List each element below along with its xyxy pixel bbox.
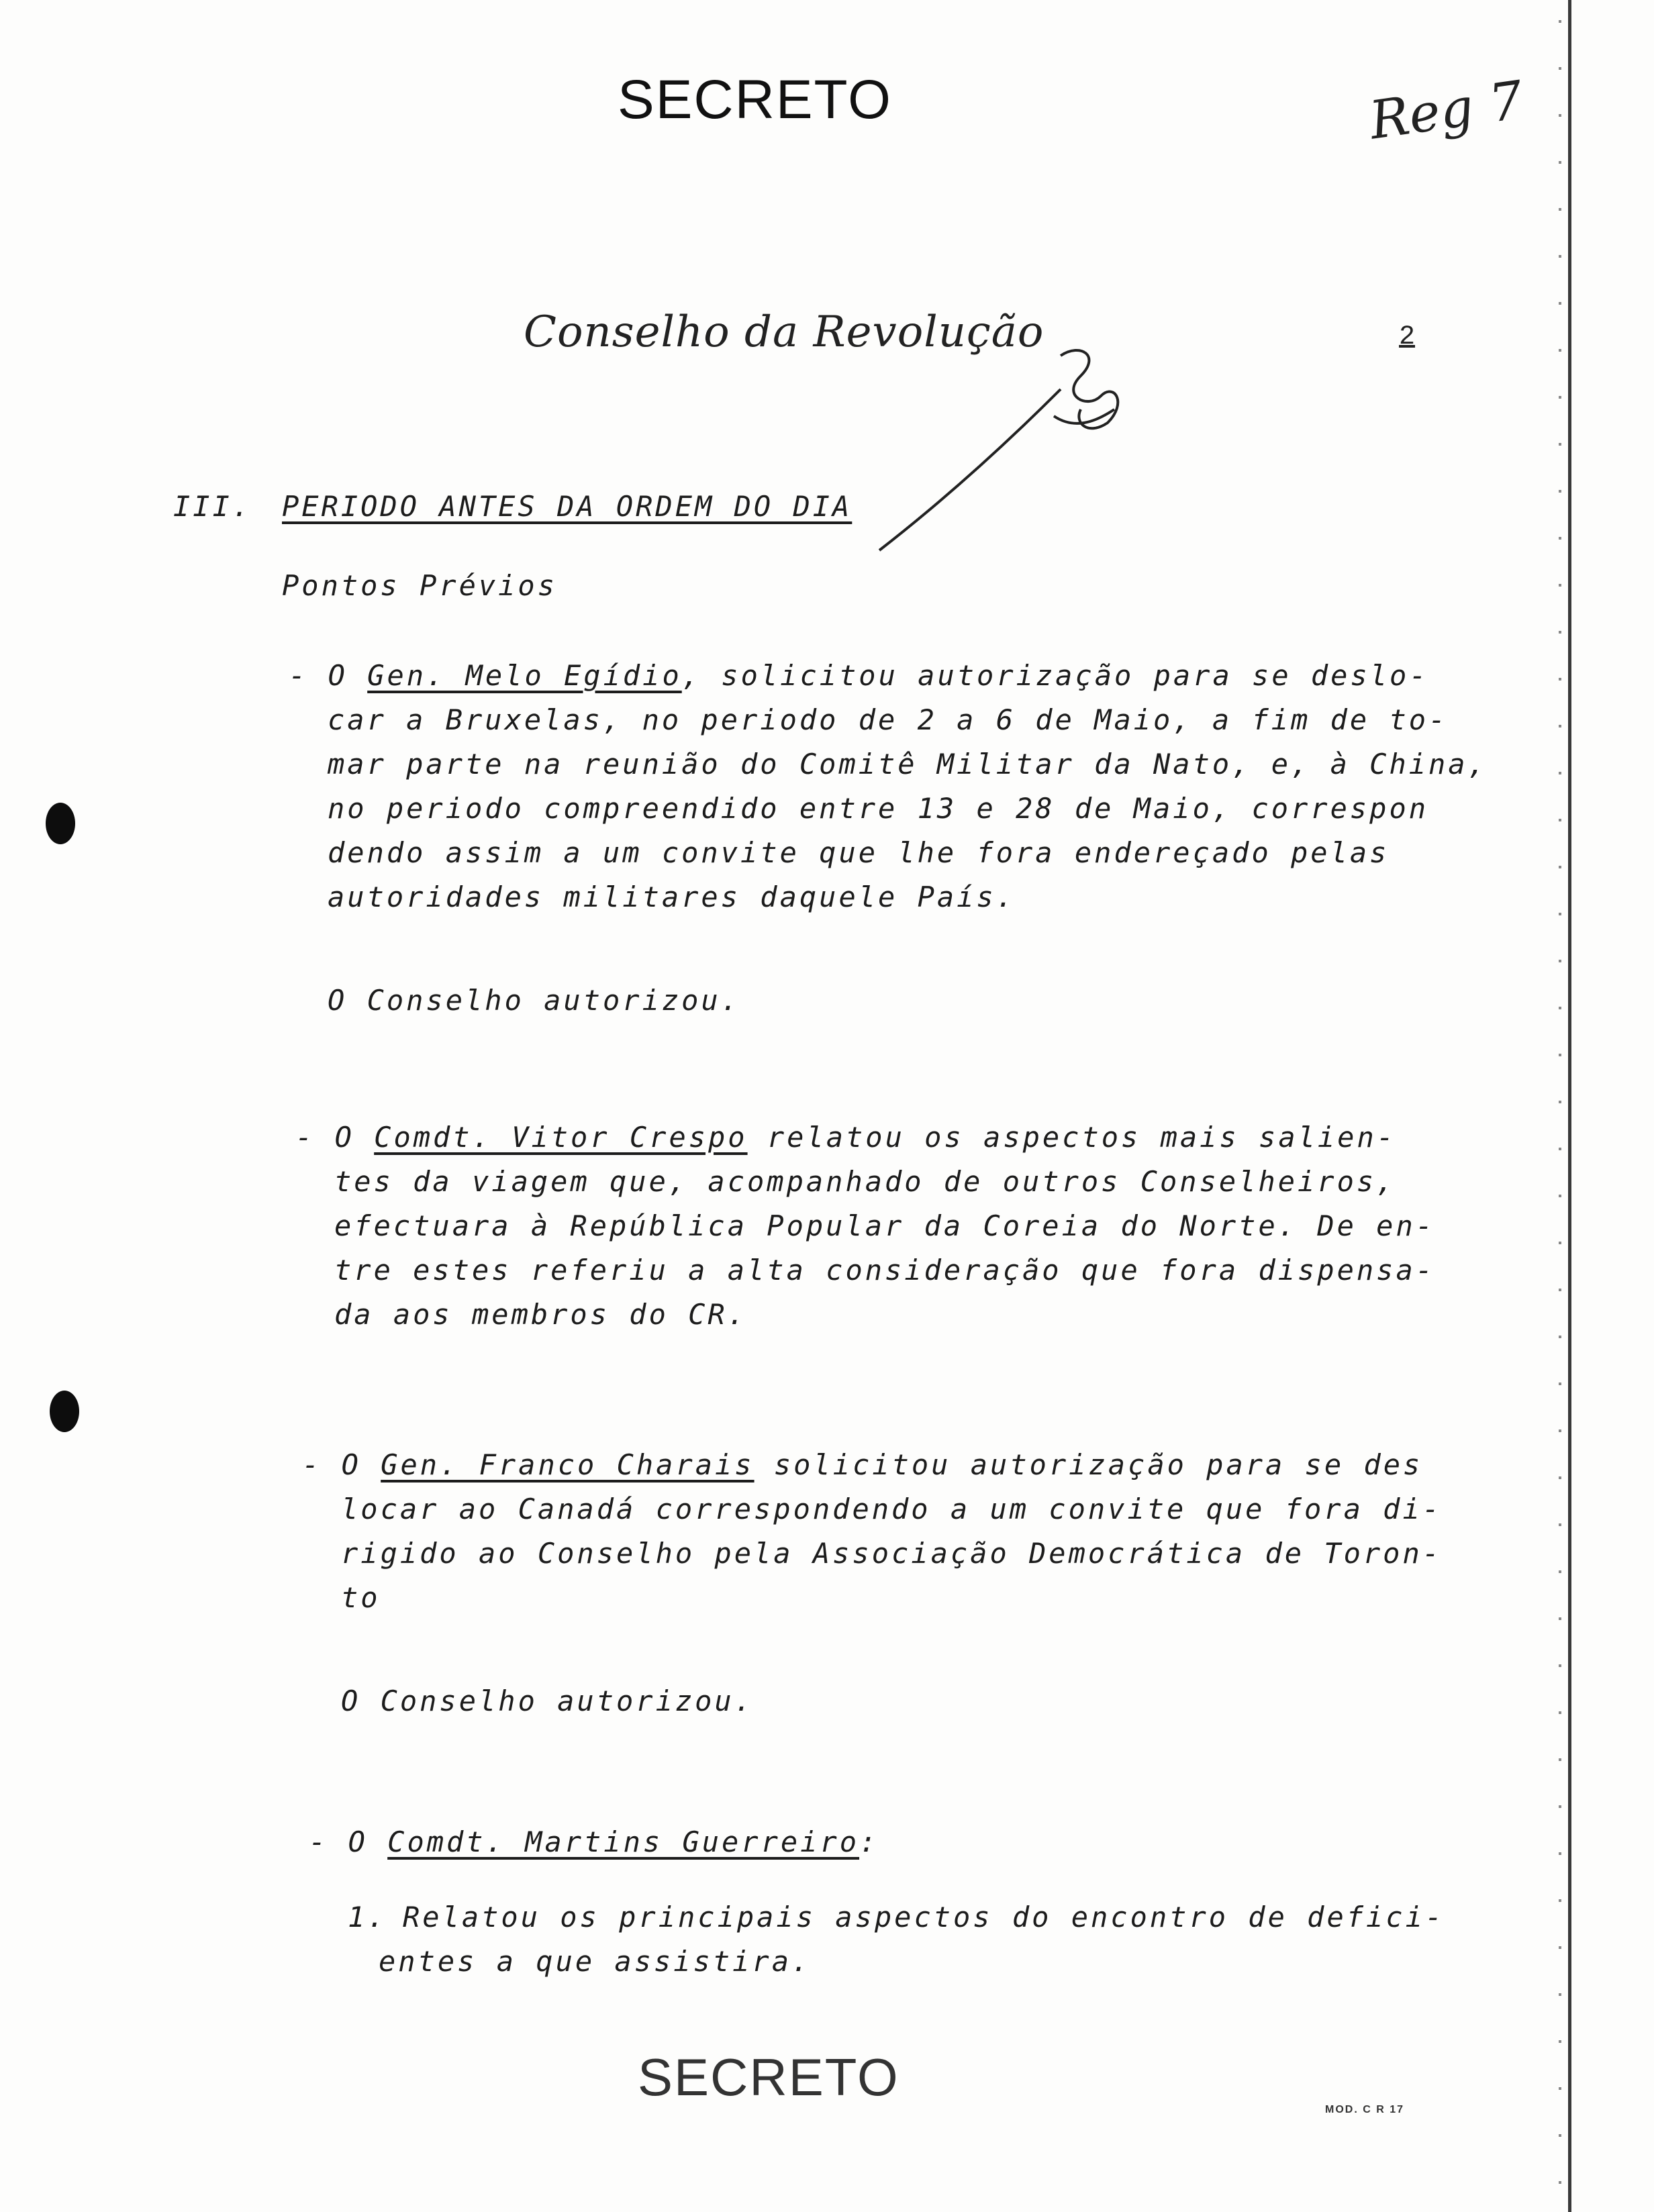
item1-line: autoridades militares daquele País. — [328, 881, 1016, 913]
item3-lead: solicitou autorização para se des — [754, 1448, 1423, 1481]
item3-first-line — [302, 1448, 1422, 1481]
page-number: 2 — [1399, 322, 1416, 352]
handwritten-note: Reg 7 — [1365, 70, 1527, 152]
signature-mark — [859, 336, 1141, 564]
item4-name: Comdt. Martins Guerreiro — [387, 1825, 860, 1858]
section-title: PERIODO ANTES DA ORDEM DO DIA — [282, 490, 853, 523]
section-subtitle: Pontos Prévios — [282, 569, 558, 602]
item3-line: to — [341, 1581, 381, 1614]
item2-line: da aos membros do CR. — [334, 1298, 748, 1331]
letterhead: Conselho da Revolução — [524, 307, 1044, 357]
item4-first-line — [309, 1825, 879, 1858]
item1-line: mar parte na reunião do Comitê Militar da Nato, e, à China, — [328, 748, 1488, 781]
item2-name: Comdt. Vitor Crespo — [374, 1121, 748, 1154]
item1-dash: - O — [289, 659, 348, 692]
section-number: III. — [173, 490, 252, 523]
item2-line: tre estes referiu a alta consideração que fora dispensa- — [334, 1254, 1436, 1287]
item4-lead: : — [859, 1825, 879, 1858]
scan-edge-dots — [1559, 0, 1561, 2212]
item2-dash: - O — [295, 1121, 354, 1154]
scan-edge-line — [1568, 0, 1571, 2212]
classification-footer: SECRETO — [638, 2048, 899, 2107]
item2-line: tes da viagem que, acompanhado de outros Conselheiros, — [334, 1165, 1396, 1198]
item1-line: car a Bruxelas, no periodo de 2 a 6 de Maio, a fim de to- — [328, 703, 1449, 736]
classification-header: SECRETO — [618, 69, 892, 130]
item1-first-line — [289, 659, 1429, 692]
item4-sub-line: entes a que assistira. — [379, 1945, 812, 1978]
item1-line: dendo assim a um convite que lhe fora endereçado pelas — [328, 836, 1390, 869]
item1-line: no periodo compreendido entre 13 e 28 de Maio, correspon — [328, 792, 1429, 825]
item3-line: locar ao Canadá correspondendo a um convite que fora di- — [341, 1493, 1443, 1525]
item4-sub-number: 1. — [348, 1901, 387, 1933]
punch-hole-top — [46, 803, 75, 844]
item1-decision: O Conselho autorizou. — [328, 984, 741, 1017]
item3-line: rigido ao Conselho pela Associação Democrática de Toron- — [341, 1537, 1443, 1570]
item1-lead: , solicitou autorização para se deslo- — [681, 659, 1429, 692]
item4-sub-line: Relatou os principais aspectos do encontro de defici- — [403, 1901, 1445, 1933]
item3-dash: - O — [302, 1448, 361, 1481]
item2-lead: relatou os aspectos mais salien- — [747, 1121, 1397, 1154]
punch-hole-bottom — [50, 1391, 79, 1432]
item4-dash: - O — [309, 1825, 368, 1858]
item3-name: Gen. Franco Charais — [381, 1448, 755, 1481]
item2-line: efectuara à República Popular da Coreia do Norte. De en- — [334, 1209, 1436, 1242]
form-code: MOD. C R 17 — [1325, 2104, 1405, 2115]
item1-name: Gen. Melo Egídio — [367, 659, 682, 692]
item3-decision: O Conselho autorizou. — [341, 1685, 755, 1717]
item2-first-line — [295, 1121, 1396, 1154]
